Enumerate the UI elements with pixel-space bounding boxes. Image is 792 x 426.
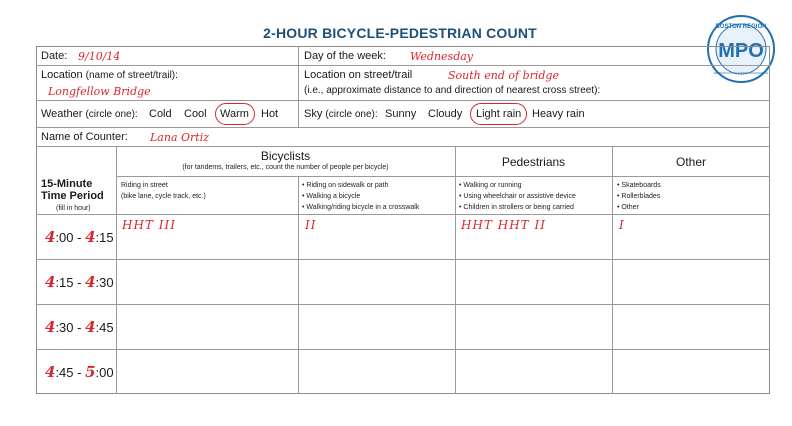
weather-option-hot[interactable]: Hot [261, 108, 279, 120]
sky-option-cloudy[interactable]: Cloudy [428, 108, 463, 120]
tally-other[interactable]: I [619, 218, 625, 232]
time-period-3[interactable]: 4:30 - 4:45 [45, 318, 114, 336]
tally-bike-sidewalk[interactable]: II [305, 218, 317, 232]
counter-value[interactable]: Lana Ortiz [150, 131, 210, 144]
location-on-hint: (i.e., approximate distance to and direction of nearest cross street): [304, 85, 601, 96]
weather-label: Weather (circle one): [41, 108, 138, 120]
sky-label: Sky (circle one): [304, 108, 378, 120]
location-on-value[interactable]: South end of bridge [448, 69, 559, 82]
sky-option-sunny[interactable]: Sunny [385, 108, 417, 120]
sky-option-light-rain[interactable]: Light rain [476, 108, 522, 120]
form-title: 2-HOUR BICYCLE-PEDESTRIAN COUNT [263, 25, 537, 41]
location-value[interactable]: Longfellow Bridge [48, 85, 151, 98]
time-period-1[interactable]: 4:00 - 4:15 [45, 228, 114, 246]
weather-option-cold[interactable]: Cold [149, 108, 172, 120]
pedestrian-description: • Walking or running • Using wheelchair or assistive device • Children in strollers or being carried [459, 182, 576, 211]
weather-option-cool[interactable]: Cool [184, 108, 207, 120]
time-period-2[interactable]: 4:15 - 4:30 [45, 273, 114, 291]
weather-option-warm[interactable]: Warm [220, 108, 249, 120]
pedestrians-header: Pedestrians [501, 155, 566, 169]
location-label: Location (name of street/trail): [41, 69, 178, 81]
weather-selected-circle [215, 103, 255, 125]
date-label: Date: [41, 50, 68, 62]
period-hint: (fill in hour) [56, 205, 91, 212]
counter-label: Name of Counter: [41, 131, 128, 143]
period-header: 15-Minute Time Period [41, 178, 104, 202]
bike-street-description: Riding in street (bike lane, cycle track, etc.) [121, 182, 206, 200]
sky-option-heavy-rain[interactable]: Heavy rain [532, 108, 585, 120]
bicyclists-subheader: (for tandems, trailers, etc., count the number of people per bicycle) [182, 164, 389, 171]
svg-text:METROPOLITAN PLANNING ORGANIZA: METROPOLITAN PLANNING ORGANIZATION [713, 72, 769, 75]
time-period-4[interactable]: 4:45 - 5:00 [45, 363, 114, 381]
sky-selected-circle [470, 103, 527, 125]
day-label: Day of the week: [304, 50, 386, 62]
tally-pedestrians[interactable]: HHT HHT II [461, 218, 546, 232]
other-description: • Skateboards • Rollerblades • Other [617, 182, 661, 211]
location-on-label: Location on street/trail [304, 69, 413, 81]
date-value[interactable]: 9/10/14 [78, 50, 121, 63]
svg-text:MPO: MPO [718, 40, 764, 62]
other-header: Other [675, 155, 706, 169]
bike-sidewalk-description: • Riding on sidewalk or path • Walking a bicycle • Walking/riding bicycle in a crosswalk [302, 182, 420, 211]
day-value[interactable]: Wednesday [410, 50, 474, 63]
bicyclists-header: Bicyclists [260, 149, 311, 163]
svg-text:BOSTON REGION: BOSTON REGION [715, 24, 767, 30]
tally-bike-street[interactable]: HHT III [122, 218, 176, 232]
